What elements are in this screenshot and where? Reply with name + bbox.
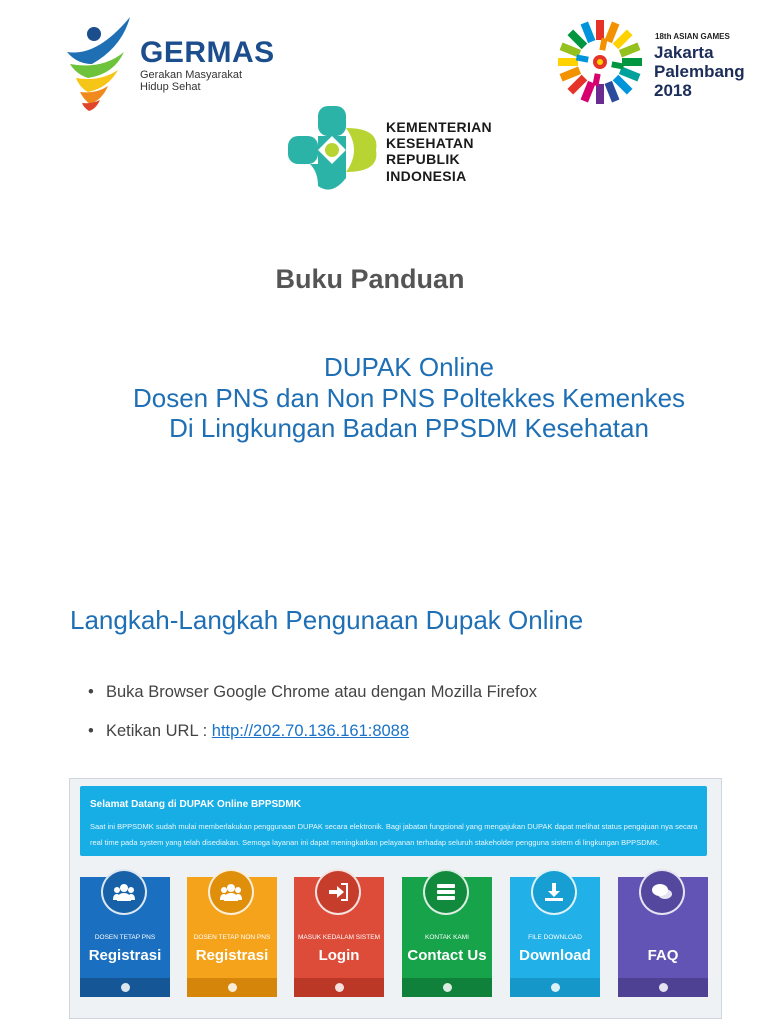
kemenkes-logo-text: REPUBLIK — [386, 151, 460, 167]
menu-card-footer[interactable] — [618, 978, 708, 997]
chat-icon — [639, 869, 685, 915]
asian-games-city: Palembang — [654, 62, 745, 81]
arrow-circle-icon — [335, 983, 344, 992]
arrow-circle-icon — [228, 983, 237, 992]
asian-games-city: Jakarta — [654, 43, 714, 62]
arrow-circle-icon — [659, 983, 668, 992]
menu-card-label: Download — [519, 947, 591, 964]
arrow-circle-icon — [443, 983, 452, 992]
kemenkes-emblem-icon — [288, 106, 380, 196]
main-title-line: DUPAK Online — [323, 352, 495, 382]
kemenkes-logo — [288, 106, 380, 201]
menu-card-label: FAQ — [647, 947, 679, 964]
menu-card-subtitle: FILE DOWNLOAD — [528, 934, 582, 941]
bullet-text: Buka Browser Google Chrome atau dengan Mozilla Firefox — [106, 683, 538, 701]
asian-games-logo — [555, 17, 645, 112]
menu-card-footer[interactable] — [294, 978, 384, 997]
germas-logo-subtitle: Gerakan Masyarakat — [140, 69, 243, 81]
menu-card-contact-us[interactable] — [402, 877, 492, 997]
bullet-dot: • — [88, 683, 94, 701]
bullet-dot: • — [88, 722, 94, 740]
menu-card-faq[interactable] — [618, 877, 708, 997]
main-title-line: Dosen PNS dan Non PNS Poltekkes Kemenkes — [132, 383, 686, 413]
document-title: Buku Panduan — [275, 264, 465, 294]
bullet-item — [88, 683, 537, 702]
germas-emblem-icon — [62, 12, 142, 112]
asian-games-emblem-icon — [555, 17, 645, 107]
menu-card-footer[interactable] — [187, 978, 277, 997]
asian-games-edition: 18th ASIAN GAMES — [655, 32, 730, 41]
menu-card-label: Login — [318, 947, 360, 964]
section-heading: Langkah-Langkah Pengunaan Dupak Online — [70, 605, 584, 635]
arrow-circle-icon — [121, 983, 130, 992]
welcome-panel — [80, 786, 707, 856]
server-icon — [423, 869, 469, 915]
main-title-line: Di Lingkungan Badan PPSDM Kesehatan — [169, 413, 649, 443]
menu-card-footer[interactable] — [80, 978, 170, 997]
kemenkes-logo-text: INDONESIA — [386, 168, 467, 184]
welcome-title: Selamat Datang di DUPAK Online BPPSDMK — [90, 799, 301, 810]
menu-card-download[interactable] — [510, 877, 600, 997]
users-icon — [208, 869, 254, 915]
menu-card-label: Registrasi — [195, 947, 269, 964]
bullet-item — [88, 722, 409, 741]
bullet-text: Ketikan URL : — [106, 722, 212, 740]
welcome-body: Saat ini BPPSDMK sudah mulai memberlakukan penggunaan DUPAK secara elektronik. Bagi jabatan fungsional yang mengajukan DUPAK dapat melihat status pengajuan nya secara real time pada system yang telah disediakan. Semoga layanan ini dapat meningkatkan pelayanan terhadap seluruh stakeholder pengguna sistem di lingkungan BPPSDMK. — [90, 822, 698, 847]
menu-card-subtitle: MASUK KEDALAM SISTEM — [298, 934, 380, 941]
sign-in-icon — [315, 869, 361, 915]
dupak-screenshot — [69, 778, 722, 1019]
menu-card-footer[interactable] — [402, 978, 492, 997]
menu-card-subtitle: KONTAK KAMI — [425, 934, 469, 941]
germas-logo-subtitle: Hidup Sehat — [140, 81, 201, 93]
germas-logo-title: GERMAS — [140, 36, 275, 69]
menu-card-registrasi[interactable] — [80, 877, 170, 997]
asian-games-year: 2018 — [654, 81, 692, 100]
menu-card-subtitle: DOSEN TETAP PNS — [94, 934, 156, 941]
menu-card-subtitle: DOSEN TETAP NON PNS — [193, 934, 271, 941]
kemenkes-logo-text: KEMENTERIAN — [386, 119, 492, 135]
kemenkes-logo-text: KESEHATAN — [386, 135, 474, 151]
menu-card-label: Contact Us — [407, 947, 487, 964]
menu-card-label: Registrasi — [88, 947, 162, 964]
menu-card-registrasi[interactable] — [187, 877, 277, 997]
arrow-circle-icon — [551, 983, 560, 992]
menu-card-login[interactable] — [294, 877, 384, 997]
users-icon — [101, 869, 147, 915]
url-link[interactable]: http://202.70.136.161:8088 — [211, 722, 410, 740]
download-icon — [531, 869, 577, 915]
menu-card-footer[interactable] — [510, 978, 600, 997]
